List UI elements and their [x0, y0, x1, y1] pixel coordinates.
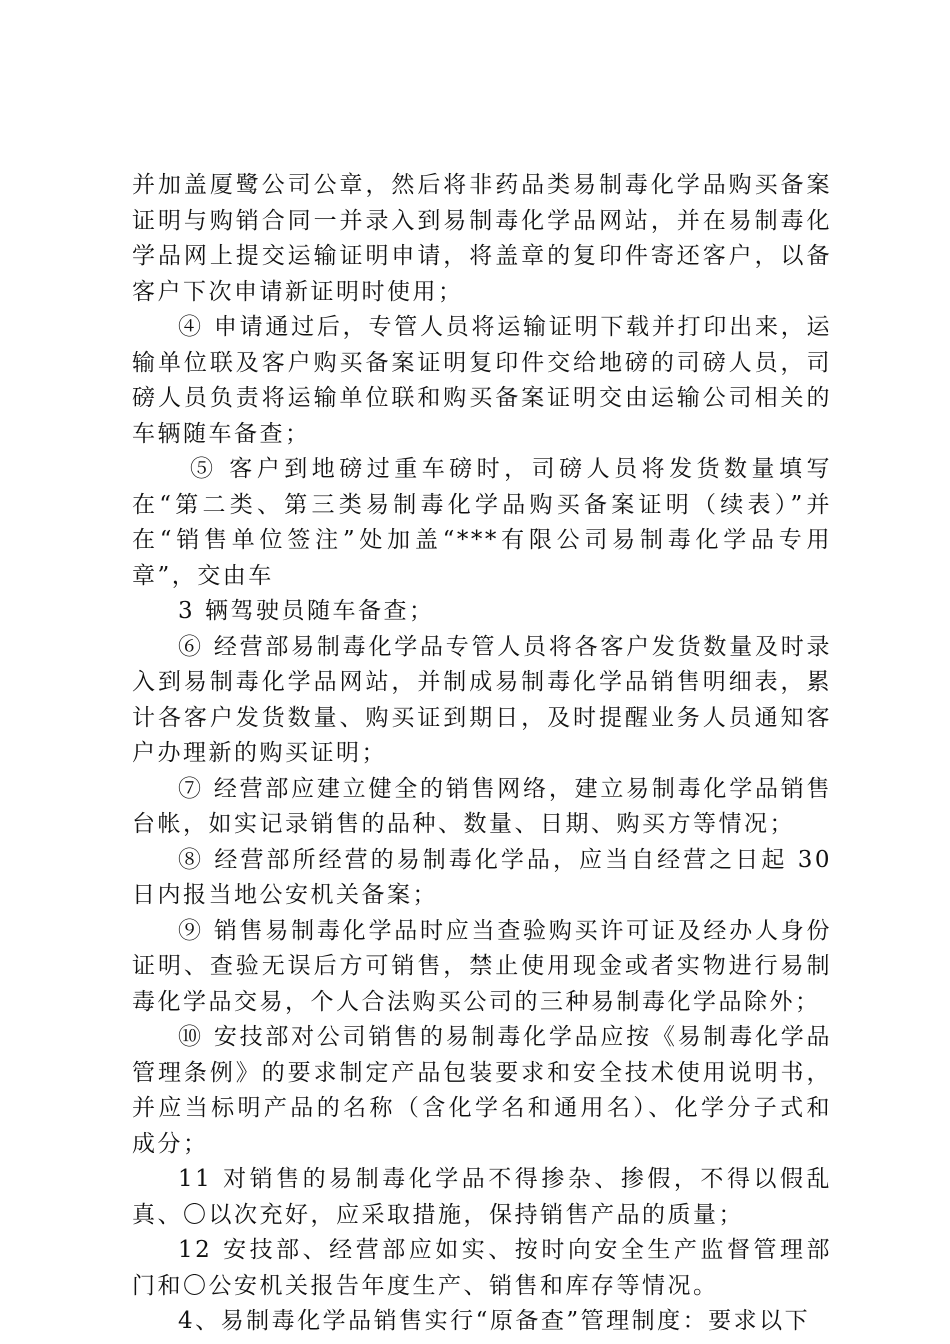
paragraph-item-9: ⑨ 销售易制毒化学品时应当查验购买许可证及经办人身份证明、查验无误后方可销售，禁止使用现金或者实物进行易制毒化学品交易，个人合法购买公司的三种易制毒化学品除外；	[132, 917, 832, 1015]
paragraph-item-11: 11 对销售的易制毒化学品不得掺杂、掺假，不得以假乱真、〇以次充好，应采取措施，保持销售产品的质量；	[132, 1166, 832, 1228]
document-body	[132, 168, 832, 1340]
paragraph-item-7: ⑦ 经营部应建立健全的销售网络，建立易制毒化学品销售台帐，如实记录销售的品种、数量、日期、购买方等情况；	[132, 775, 832, 837]
paragraph-continuation: 并加盖厦鹭公司公章，然后将非药品类易制毒化学品购买备案证明与购销合同一并录入到易制毒化学品网站，并在易制毒化学品网上提交运输证明申请，将盖章的复印件寄还客户，以备客户下次申请新证明时使用；	[132, 172, 832, 305]
paragraph-item-8: ⑧ 经营部所经营的易制毒化学品，应当自经营之日起 30 日内报当地公安机关备案；	[132, 846, 832, 908]
paragraph-item-12: 12 安技部、经营部应如实、按时向安全生产监督管理部门和〇公安机关报告年度生产、销售和库存等情况。	[132, 1237, 832, 1299]
paragraph-item-4: ④ 申请通过后，专管人员将运输证明下载并打印出来，运输单位联及客户购买备案证明复印件交给地磅的司磅人员，司磅人员负责将运输单位联和购买备案证明交由运输公司相关的车辆随车备查；	[132, 314, 832, 447]
paragraph-item-6: ⑥ 经营部易制毒化学品专管人员将各客户发货数量及时录入到易制毒化学品网站，并制成易制毒化学品销售明细表，累计各客户发货数量、购买证到期日，及时提醒业务人员通知客户办理新的购买证明；	[132, 633, 832, 766]
paragraph-section-4: 4、易制毒化学品销售实行“原备查”管理制度：要求以下	[178, 1308, 811, 1334]
paragraph-item-10: ⑩ 安技部对公司销售的易制毒化学品应按《易制毒化学品管理条例》的要求制定产品包装要求和安全技术使用说明书，并应当标明产品的名称（含化学名和通用名）、化学分子式和成分；	[132, 1024, 832, 1157]
paragraph-item-5: ⑤ 客户到地磅过重车磅时，司磅人员将发货数量填写在“第二类、第三类易制毒化学品购买备案证明（续表）”并在“销售单位签注”处加盖“***有限公司易制毒化学品专用章”，交由车	[132, 456, 832, 589]
paragraph-item-5-continued: 3 辆驾驶员随车备查；	[178, 598, 435, 624]
